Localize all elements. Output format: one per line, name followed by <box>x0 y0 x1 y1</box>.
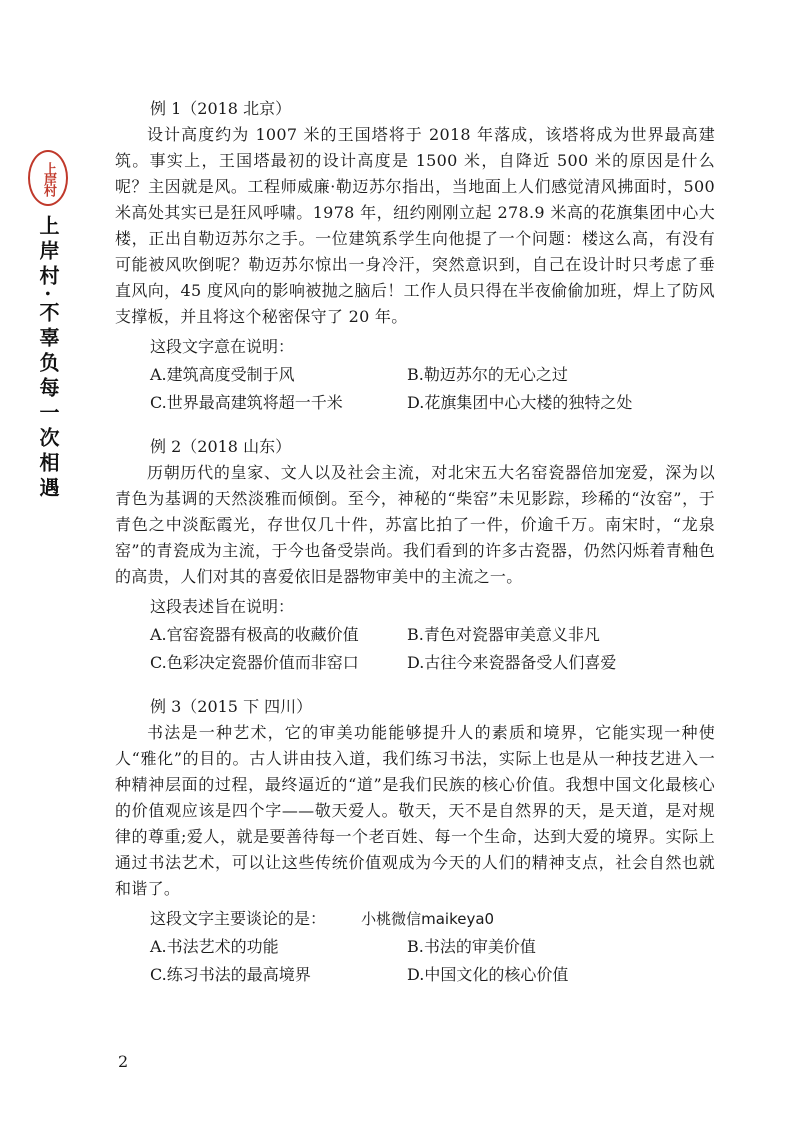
example-3 <box>115 694 715 988</box>
option-d: D.花旗集团中心大楼的独特之处 <box>407 393 633 412</box>
example-passage: 设计高度约为 1007 米的王国塔将于 2018 年落成，该塔将成为世界最高建筑。事实上，王国塔最初的设计高度是 1500 米，自降近 500 米的原因是什么呢？主因就是风。工程师威廉·勒迈苏尔指出，当地面上人们感觉清风拂面时，500 米高处其实已是狂风呼啸。1978 年，纽约刚刚立起 278.9 米高的花旗集团中心大楼，正出自勒迈苏尔之手。一位建筑系学生向他提了一个问题：楼这么高，有没有可能被风吹倒呢？勒迈苏尔惊出一身冷汗，突然意识到，自己在设计时只考虑了垂直风向，45 度风向的影响被抛之脑后！工作人员只得在半夜偷偷加班，焊上了防风支撑板，并且将这个秘密保守了 20 年。 <box>115 125 715 326</box>
option-b: B.青色对瓷器审美意义非凡 <box>407 625 600 644</box>
option-c: C.色彩决定瓷器价值而非窑口 <box>150 653 359 672</box>
option-d: D.古往今来瓷器备受人们喜爱 <box>407 653 617 672</box>
example-title: 例 1（2018 北京） <box>150 99 292 118</box>
watermark-text: 小桃微信maikeya0 <box>361 910 495 928</box>
question-text: 这段文字主要谈论的是： <box>150 909 327 928</box>
answer-options <box>115 362 715 416</box>
answer-options <box>115 934 715 988</box>
option-b: B.书法的审美价值 <box>407 937 536 956</box>
page-content <box>115 96 715 1006</box>
option-d: D.中国文化的核心价值 <box>407 965 569 984</box>
page-number: 2 <box>118 1052 129 1071</box>
example-title: 例 3（2015 下 四川） <box>150 697 313 716</box>
example-question <box>115 906 715 932</box>
example-question: 这段文字意在说明： <box>150 337 295 356</box>
option-a: A.官窑瓷器有极高的收藏价值 <box>150 625 359 644</box>
option-a: A.建筑高度受制于风 <box>150 365 295 384</box>
answer-options <box>115 622 715 676</box>
option-c: C.练习书法的最高境界 <box>150 965 311 984</box>
example-question: 这段表述旨在说明： <box>150 597 295 616</box>
side-slogan: 上岸村·不辜负每一次相遇 <box>36 215 60 502</box>
example-1 <box>115 96 715 416</box>
seal-text: 上岸村 <box>41 161 56 195</box>
example-2 <box>115 434 715 676</box>
option-b: B.勒迈苏尔的无心之过 <box>407 365 568 384</box>
example-title: 例 2（2018 山东） <box>150 437 292 456</box>
option-a: A.书法艺术的功能 <box>150 937 279 956</box>
example-passage: 书法是一种艺术，它的审美功能能够提升人的素质和境界，它能实现一种使人“雅化”的目的。古人讲由技入道，我们练习书法，实际上也是从一种技艺进入一种精神层面的过程，最终逼近的“道”是我们民族的核心价值。我想中国文化最核心的价值观应该是四个字——敬天爱人。敬天，天不是自然界的天，是天道，是对规律的尊重;爱人，就是要善待每一个老百姓、每一个生命，达到大爱的境界。实际上通过书法艺术，可以让这些传统价值观成为今天的人们的精神支点，社会自然也就和谐了。 <box>115 723 715 898</box>
brand-seal-logo <box>28 150 68 206</box>
example-passage: 历朝历代的皇家、文人以及社会主流，对北宋五大名窑瓷器倍加宠爱，深为以青色为基调的天然淡雅而倾倒。至今，神秘的“柴窑”未见影踪，珍稀的“汝窑”，于青色之中淡酝霞光，存世仅几十件，苏富比拍了一件，价逾千万。南宋时，“龙泉窑”的青瓷成为主流，于今也备受崇尚。我们看到的许多古瓷器，仍然闪烁着青釉色的高贵，人们对其的喜爱依旧是器物审美中的主流之一。 <box>115 463 715 586</box>
option-c: C.世界最高建筑将超一千米 <box>150 393 343 412</box>
